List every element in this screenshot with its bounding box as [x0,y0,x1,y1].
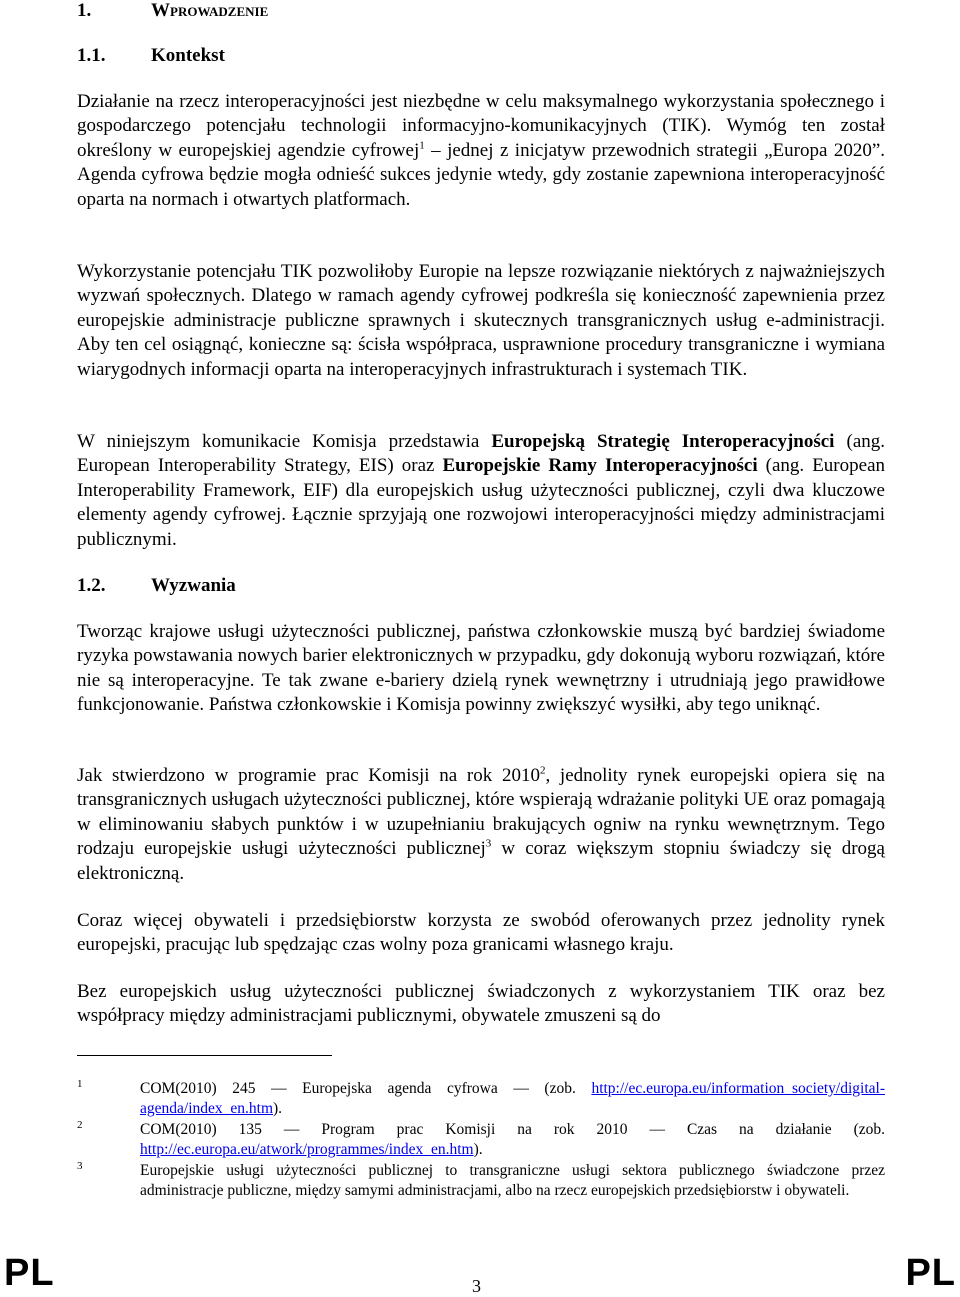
section-number: 1. [77,0,92,21]
section-title: Wyzwania [151,575,236,596]
footnote-link[interactable]: http://ec.europa.eu/atwork/programmes/index_en.htm [140,1141,474,1158]
paragraph-3 [77,430,885,552]
footnote-separator [77,1055,332,1056]
footnote-ref-3[interactable]: 3 [485,837,492,850]
section-heading-1 [77,0,268,22]
section-title: Kontekst [151,45,225,66]
section-heading-1-1 [77,45,225,67]
footnote-text: ). [273,1100,283,1117]
footnote-3 [77,1161,885,1201]
footnote-text: COM(2010) 135 — Program prac Komisji na rok 2010 — Czas na działanie (zob. [140,1121,885,1138]
paragraph-4: Tworząc krajowe usługi użyteczności publicznej, państwa członkowskie muszą być bardziej świadome ryzyka powstawania nowych barier elektronicznych w przypadku, gdy dokonują wyboru rozwiązań, które nie są interoperacyjne. Te tak zwane e-bariery dzielą rynek wewnętrzny i utrudniają jego prawidłowe funkcjonowanie. Państwa członkowskie i Komisja powinny zwiększyć wysiłki, aby tego uniknąć. [77,621,885,716]
language-code-right: PL [905,1252,956,1294]
paragraph-5 [77,764,885,886]
bold-term-eis: Europejską Strategię Interoperacyjności [491,431,835,452]
language-code-left: PL [4,1252,55,1294]
bold-term-eif: Europejskie Ramy Interoperacyjności [442,455,758,477]
footnote-1 [77,1079,885,1119]
paragraph-7: Bez europejskich usług użyteczności publicznej świadczonych z wykorzystaniem TIK oraz bez współpracy między administracjami publicznymi, obywatele zmuszeni są do [77,981,885,1027]
footnote-link[interactable]: http://ec.europa.eu/information_society/digital-agenda/index_en.htm [140,1080,885,1117]
text-run: W niniejszym komunikacie Komisja przedstawia [77,431,492,452]
text-run: (ang. European Interoperability Strategy, EIS) oraz [77,431,885,477]
text-run: , jednolity rynek europejski opiera się na transgranicznych usługach użyteczności publicznej, które wspierają wdrażanie polityki UE oraz pomagają w eliminowaniu słabych punktów i w uzupełnianiu brakujących ogniw na rynku wewnętrznym. Tego rodzaju europejskie usługi użyteczności publicznej [77,765,885,860]
footnote-ref-1[interactable]: 1 [419,139,425,152]
footnote-mark: 3 [77,1160,83,1172]
page-number: 3 [472,1276,481,1296]
paragraph-1 [77,90,885,212]
footnote-ref-2[interactable]: 2 [539,764,546,777]
section-number: 1.1. [77,45,106,66]
text-run: Jak stwierdzono w programie prac Komisji na rok 2010 [77,765,540,786]
footnote-2 [77,1120,885,1160]
text-run: – jednej z inicjatyw przewodnich strategii „Europa 2020”. Agenda cyfrowa będzie mogła odnieść sukces jedynie wtedy, gdy zostanie zapewniona interoperacyjność oparta na normach i otwartych platformach. [77,139,886,210]
section-number: 1.2. [77,575,106,596]
paragraph-2: Wykorzystanie potencjału TIK pozwoliłoby Europie na lepsze rozwiązanie niektórych z najważniejszych wyzwań społecznych. Dlatego w ramach agendy cyfrowej podkreśla się konieczność zapewnienia przez europejskie administracje publiczne sprawnych i skutecznych transgranicznych usług e-administracji. Aby ten cel osiągnąć, konieczne są: ścisła współpraca, usprawnione procedury transgraniczne i wymiana wiarygodnych informacji oparta na interoperacyjnych infrastrukturach i systemach TIK. [77,261,885,380]
footnote-mark: 1 [77,1078,83,1090]
section-heading-1-2 [77,575,236,597]
text-run: w coraz większym stopniu świadczy się drogą elektroniczną. [77,838,885,884]
footnote-text: ). [473,1141,483,1158]
footnote-text: Europejskie usługi użyteczności publicznej to transgraniczne usługi sektora publicznego świadczone przez administracje publiczne, między samymi administracjami, albo na rzecz europejskich przedsiębiorstw i obywateli. [140,1162,885,1199]
paragraph-6: Coraz więcej obywateli i przedsiębiorstw korzysta ze swobód oferowanych przez jednolity rynek europejski, pracując lub spędzając czas wolny poza granicami własnego kraju. [77,910,885,956]
text-run: Działanie na rzecz interoperacyjności jest niezbędne w celu maksymalnego wykorzystania społecznego i gospodarczego potencjału technologii informacyjno-komunikacyjnych (TIK). Wymóg ten został określony w europejskiej agendzie cyfrowej [77,91,885,161]
footnote-mark: 2 [77,1119,83,1131]
section-title: Wprowadzenie [151,0,269,21]
footnote-text: COM(2010) 245 — Europejska agenda cyfrowa — (zob. [140,1080,592,1097]
text-run: (ang. European Interoperability Framework, EIF) dla europejskich usług użyteczności publicznej, czyli dwa kluczowe elementy agendy cyfrowej. Łącznie sprzyjają one rozwojowi interoperacyjności między administracjami publicznymi. [77,455,885,550]
